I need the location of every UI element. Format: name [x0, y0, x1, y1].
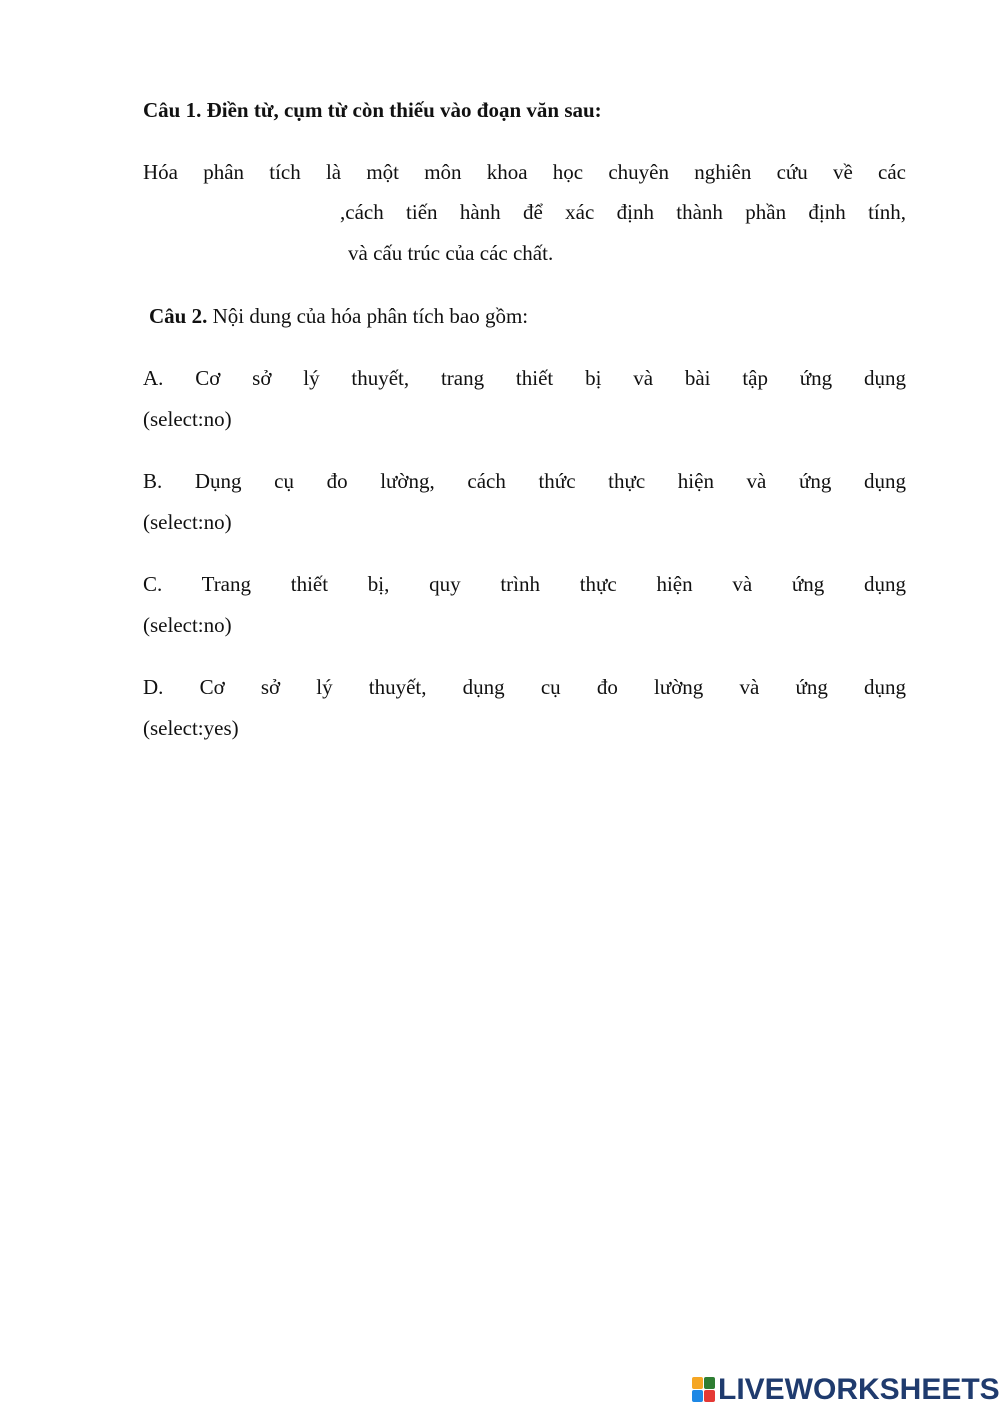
logo-text: LIVEWORKSHEETS: [718, 1373, 1000, 1406]
question-2-text: Nội dung của hóa phân tích bao gồm:: [207, 304, 529, 328]
question-2-title: [149, 303, 528, 329]
liveworksheets-logo: [692, 1374, 1000, 1406]
option-c-line-2: (select:no): [143, 613, 232, 637]
question-1-line-3-row: [143, 240, 553, 266]
question-1-title: Câu 1. Điền từ, cụm từ còn thiếu vào đoạn văn sau:: [143, 98, 602, 122]
option-b-line-1: B. Dụng cụ đo lường, cách thức thực hiện và ứng dụng: [143, 469, 906, 493]
liveworksheets-logo-icon: [692, 1377, 716, 1403]
option-d-line-1: D. Cơ sở lý thuyết, dụng cụ đo lường và ứng dụng: [143, 675, 906, 699]
question-2-label: Câu 2.: [149, 304, 208, 328]
option-b-line-2: (select:no): [143, 510, 232, 534]
option-a-line-2: (select:no): [143, 407, 232, 431]
question-1-line-3: và cấu trúc của các chất.: [348, 241, 554, 265]
option-d-line-2: (select:yes): [143, 716, 239, 740]
question-1-line-2: ,cách tiến hành để xác định thành phần định tính,: [340, 200, 906, 224]
option-a-line-1: A. Cơ sở lý thuyết, trang thiết bị và bài tập ứng dụng: [143, 366, 906, 390]
question-1-line-1: Hóa phân tích là một môn khoa học chuyên nghiên cứu về các: [143, 160, 906, 184]
question-1-line-2-row: [143, 199, 906, 225]
option-c-line-1: C. Trang thiết bị, quy trình thực hiện và ứng dụng: [143, 572, 906, 596]
